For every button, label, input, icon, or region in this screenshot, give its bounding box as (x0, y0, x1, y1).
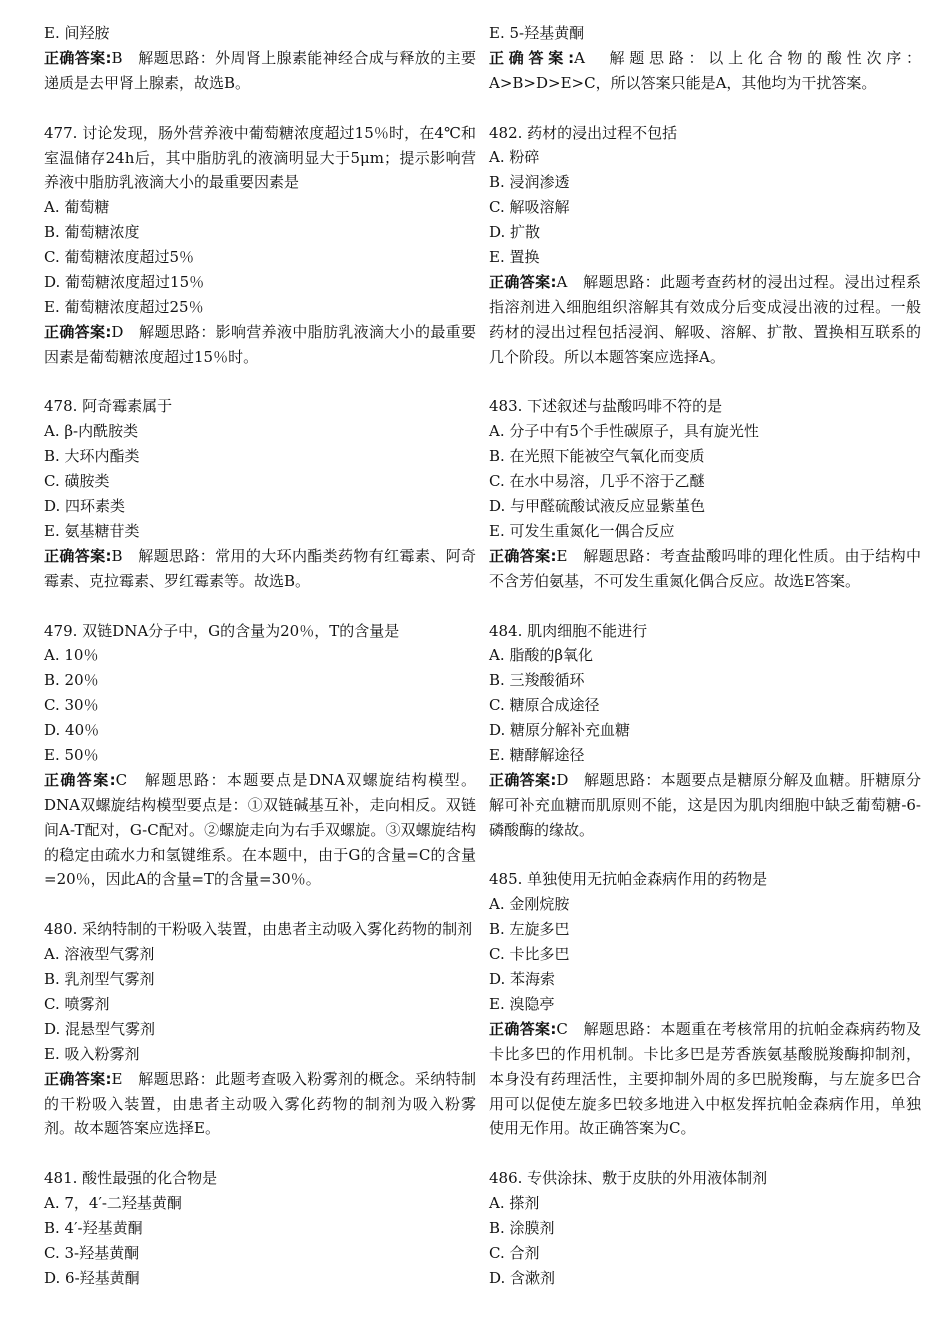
option-b: B. 乳剂型气雾剂 (44, 970, 155, 989)
option-c: C. 在水中易溶，几乎不溶于乙醚 (489, 472, 705, 491)
option-a: A. 10％ (44, 646, 99, 665)
question-478 (44, 394, 476, 593)
option-c: C. 葡萄糖浓度超过5％ (44, 248, 195, 267)
option-a: A. 分子中有5个手性碳原子，具有旋光性 (489, 422, 759, 441)
answer-text: D 解题思路：本题要点是糖原分解及血糖。肝糖原分解可补充血糖而肌原则不能，这是因为肌肉细胞中缺乏葡萄糖-6-磷酸酶的缘故。 (489, 770, 921, 839)
answer-explanation (44, 1067, 476, 1142)
question-stem: 479. 双链DNA分子中，G的含量为20％，T的含量是 (44, 621, 400, 640)
question-486 (489, 1166, 921, 1290)
option-e: E. 50％ (44, 745, 99, 764)
answer-label: 正确答案: (489, 770, 557, 789)
option-e: E. 置换 (489, 248, 540, 267)
answer-text: D 解题思路：影响营养液中脂肪乳液滴大小的最重要因素是葡萄糖浓度超过15％时。 (44, 322, 476, 366)
question-stem: 477. 讨论发现，肠外营养液中葡萄糖浓度超过15％时，在4℃和室温储存24h后，其中脂肪乳的液滴明显大于5μm；提示影响营养液中脂肪乳液滴大小的最重要因素是 (44, 123, 476, 192)
option-b: B. 葡萄糖浓度 (44, 223, 140, 242)
answer-label: 正确答案: (44, 322, 112, 341)
option-d: D. 四环素类 (44, 497, 126, 516)
question-476-tail (44, 21, 476, 96)
option-c: C. 喷雾剂 (44, 994, 110, 1013)
option-b: B. 大环内酯类 (44, 447, 140, 466)
option-c: C. 卡比多巴 (489, 945, 570, 964)
option-e: E. 5-羟基黄酮 (489, 24, 585, 42)
question-stem: 482. 药材的浸出过程不包括 (489, 123, 678, 142)
answer-text: E 解题思路：考查盐酸吗啡的理化性质。由于结构中不含芳伯氨基，不可发生重氮化偶合反应。故选E答案。 (489, 546, 922, 590)
option-b: B. 在光照下能被空气氧化而变质 (489, 447, 705, 466)
answer-text: A 解题思路：此题考查药材的浸出过程。浸出过程系指溶剂进入细胞组织溶解其有效成分后变成浸出液的过程。一般药材的浸出过程包括浸润、解吸、溶解、扩散、置换相互联系的几个阶段。所以本题答案应选择A。 (489, 272, 922, 366)
option-d: D. 6-羟基黄酮 (44, 1268, 140, 1287)
answer-label: 正确答案: (44, 48, 112, 67)
question-481-tail (489, 21, 921, 96)
answer-explanation (44, 544, 476, 594)
option-a: A. 葡萄糖 (44, 198, 110, 217)
option-c: C. 解吸溶解 (489, 198, 570, 217)
answer-explanation (489, 544, 921, 594)
option-e: E. 间羟胺 (44, 24, 110, 42)
question-485 (489, 867, 921, 1141)
answer-explanation (44, 768, 476, 893)
option-e: E. 溴隐亭 (489, 994, 555, 1013)
answer-label: 正确答案: (489, 48, 575, 67)
option-a: A. 搽剂 (489, 1194, 540, 1213)
option-c: C. 合剂 (489, 1243, 540, 1262)
question-stem: 486. 专供涂抹、敷于皮肤的外用液体制剂 (489, 1169, 768, 1188)
answer-text: C 解题思路：本题要点是DNA双螺旋结构模型。DNA双螺旋结构模型要点是：①双链碱基互补，走向相反。双链间A-T配对，G-C配对。②螺旋走向为右手双螺旋。③双螺旋结构的稳定由疏水力和氢键维系。在本题中，由于G的含量=C的含量=20％，因此A的含量=T的含量=30％。 (44, 770, 476, 889)
option-b: B. 左旋多巴 (489, 920, 570, 939)
answer-explanation (489, 46, 921, 96)
option-d: D. 与甲醛硫酸试液反应显紫堇色 (489, 497, 706, 516)
option-e: E. 吸入粉雾剂 (44, 1044, 140, 1063)
option-d: D. 含漱剂 (489, 1268, 556, 1287)
answer-label: 正确答案: (44, 546, 112, 565)
answer-explanation (489, 1017, 921, 1142)
answer-label: 正确答案: (44, 1069, 112, 1088)
answer-text: E 解题思路：此题考查吸入粉雾剂的概念。采纳特制的干粉吸入装置，由患者主动吸入雾化药物的制剂为吸入粉雾剂。故本题答案应选择E。 (44, 1069, 477, 1138)
option-e: E. 糖酵解途径 (489, 745, 585, 764)
option-b: B. 涂膜剂 (489, 1219, 555, 1237)
answer-text: B 解题思路：外周肾上腺素能神经合成与释放的主要递质是去甲肾上腺素，故选B。 (44, 48, 477, 92)
answer-explanation (44, 320, 476, 370)
option-b: B. 4′-羟基黄酮 (44, 1219, 143, 1238)
left-column (44, 21, 476, 1291)
option-c: C. 30％ (44, 696, 99, 715)
answer-label: 正确答案: (489, 272, 557, 291)
answer-explanation (489, 270, 921, 370)
answer-text: B 解题思路：常用的大环内酯类药物有红霉素、阿奇霉素、克拉霉素、罗红霉素等。故选B。 (44, 546, 477, 590)
question-484 (489, 619, 921, 843)
option-b: B. 三羧酸循环 (489, 671, 585, 690)
answer-text: A 解题思路：以上化合物的酸性次序：A>B>D>E>C，所以答案只能是A，其他均为干扰答案。 (489, 48, 921, 92)
question-483 (489, 394, 921, 593)
question-stem: 485. 单独使用无抗帕金森病作用的药物是 (489, 870, 768, 889)
option-a: A. β-内酰胺类 (44, 422, 139, 441)
question-stem: 481. 酸性最强的化合物是 (44, 1169, 218, 1188)
right-column (489, 21, 921, 1291)
option-a: A. 脂酸的β氧化 (489, 646, 594, 665)
question-stem: 478. 阿奇霉素属于 (44, 397, 173, 416)
option-e: E. 葡萄糖浓度超过25％ (44, 297, 204, 316)
question-479 (44, 619, 476, 893)
answer-label: 正确答案: (44, 770, 116, 789)
question-stem: 483. 下述叙述与盐酸吗啡不符的是 (489, 397, 723, 416)
option-d: D. 葡萄糖浓度超过15％ (44, 272, 205, 291)
option-c: C. 3-羟基黄酮 (44, 1243, 140, 1262)
option-e: E. 氨基糖苷类 (44, 521, 140, 540)
answer-text: C 解题思路：本题重在考核常用的抗帕金森病药物及卡比多巴的作用机制。卡比多巴是芳香族氨基酸脱羧酶抑制剂，本身没有药理活性，主要抑制外周的多巴脱羧酶，与左旋多巴合用可以促使左旋多巴较多地进入中枢发挥抗帕金森病作用，单独使用无作用。故正确答案为C。 (489, 1019, 922, 1138)
answer-label: 正确答案: (489, 1019, 557, 1038)
option-a: A. 粉碎 (489, 148, 540, 167)
option-d: D. 苯海索 (489, 970, 556, 989)
question-477 (44, 121, 476, 370)
question-481 (44, 1166, 476, 1290)
option-d: D. 40％ (44, 721, 100, 740)
option-a: A. 溶液型气雾剂 (44, 945, 155, 964)
option-b: B. 浸润渗透 (489, 173, 570, 192)
question-482 (489, 121, 921, 370)
option-c: C. 糖原合成途径 (489, 696, 600, 715)
option-a: A. 金刚烷胺 (489, 895, 570, 914)
option-d: D. 糖原分解补充血糖 (489, 721, 631, 740)
option-c: C. 磺胺类 (44, 472, 110, 491)
option-b: B. 20％ (44, 671, 99, 690)
option-d: D. 混悬型气雾剂 (44, 1019, 156, 1038)
answer-label: 正确答案: (489, 546, 557, 565)
option-d: D. 扩散 (489, 223, 541, 242)
question-480 (44, 917, 476, 1141)
option-a: A. 7，4′-二羟基黄酮 (44, 1194, 182, 1213)
answer-explanation (489, 768, 921, 843)
answer-explanation (44, 46, 476, 96)
question-stem: 484. 肌肉细胞不能进行 (489, 621, 648, 640)
option-e: E. 可发生重氮化一偶合反应 (489, 521, 675, 540)
question-stem: 480. 采纳特制的干粉吸入装置，由患者主动吸入雾化药物的制剂 (44, 920, 473, 939)
